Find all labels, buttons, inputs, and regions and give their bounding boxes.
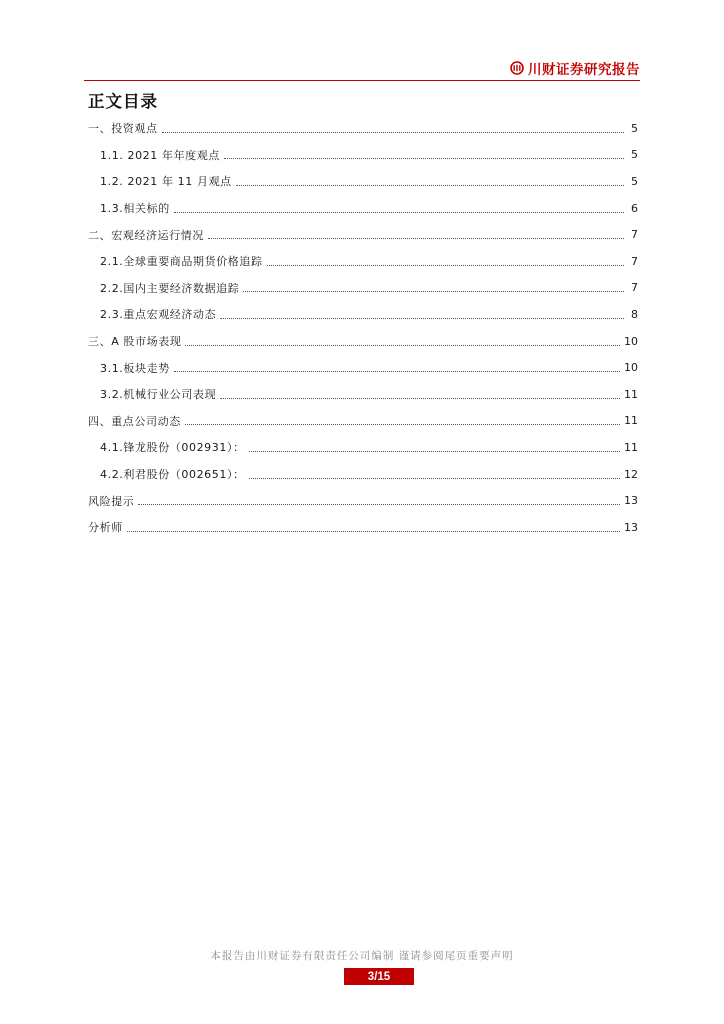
toc-entry[interactable] [88, 328, 638, 355]
toc-entry[interactable] [88, 275, 638, 302]
toc-dot-leader [138, 504, 620, 505]
toc-dot-leader [185, 424, 620, 425]
header-divider [84, 80, 640, 81]
toc-entry-label: 2.3.重点宏观经济动态 [100, 308, 217, 322]
toc-dot-leader [267, 265, 624, 266]
toc-entry[interactable] [88, 248, 638, 275]
toc-entry-label: 4.1.锋龙股份（002931）： [100, 441, 245, 455]
toc-dot-leader [185, 345, 620, 346]
toc-entry-label: 3.1.板块走势 [100, 361, 170, 375]
toc-entry[interactable] [88, 514, 638, 541]
toc-dot-leader [127, 531, 620, 532]
toc-dot-leader [220, 398, 620, 399]
toc-entry-label: 3.2.机械行业公司表现 [100, 388, 217, 402]
toc-dot-leader [236, 185, 624, 186]
toc-dot-leader [243, 291, 624, 292]
toc-entry-page: 11 [624, 440, 638, 454]
broker-logo-icon [510, 61, 524, 75]
toc-entry[interactable] [88, 115, 638, 142]
toc-entry-page: 12 [624, 467, 638, 481]
toc-entry[interactable] [88, 408, 638, 435]
toc-entry-page: 5 [631, 148, 638, 162]
toc-entry[interactable] [88, 142, 638, 169]
toc-dot-leader [162, 132, 624, 133]
toc-entry-page: 7 [631, 254, 638, 268]
toc-entry[interactable] [88, 221, 638, 248]
toc-dot-leader [224, 158, 624, 159]
toc-entry-label: 三、A 股市场表现 [88, 335, 182, 349]
toc-entry-page: 5 [631, 174, 638, 188]
toc-entry-label: 分析师 [88, 521, 123, 535]
toc-entry-label: 二、宏观经济运行情况 [88, 228, 204, 242]
page-number-badge: 3/15 [344, 968, 414, 985]
toc-entry-label: 1.2. 2021 年 11 月观点 [100, 175, 232, 189]
toc-dot-leader [174, 371, 620, 372]
toc-entry-label: 1.3.相关标的 [100, 202, 170, 216]
toc-entry[interactable] [88, 434, 638, 461]
toc-dot-leader [220, 318, 624, 319]
table-of-contents [88, 115, 638, 541]
toc-entry-page: 13 [624, 520, 638, 534]
toc-dot-leader [249, 478, 620, 479]
toc-entry[interactable] [88, 168, 638, 195]
toc-entry-page: 10 [624, 334, 638, 348]
toc-entry-label: 四、重点公司动态 [88, 414, 181, 428]
toc-entry-page: 7 [631, 281, 638, 295]
toc-entry[interactable] [88, 301, 638, 328]
toc-entry-page: 7 [631, 228, 638, 242]
toc-entry-page: 6 [631, 201, 638, 215]
toc-entry-page: 5 [631, 121, 638, 135]
toc-entry-page: 8 [631, 307, 638, 321]
toc-title: 正文目录 [88, 92, 158, 111]
toc-entry-label: 一、投资观点 [88, 122, 158, 136]
toc-entry[interactable] [88, 461, 638, 488]
toc-dot-leader [174, 212, 624, 213]
toc-entry-page: 11 [624, 414, 638, 428]
report-brand [510, 58, 640, 78]
toc-entry-label: 4.2.利君股份（002651）： [100, 468, 245, 482]
toc-entry-label: 风险提示 [88, 494, 135, 508]
toc-entry[interactable] [88, 195, 638, 222]
toc-entry[interactable] [88, 354, 638, 381]
brand-name: 川财证券研究报告 [528, 62, 640, 78]
toc-dot-leader [249, 451, 620, 452]
toc-entry-page: 13 [624, 494, 638, 508]
toc-entry-label: 2.2.国内主要经济数据追踪 [100, 281, 240, 295]
toc-entry[interactable] [88, 487, 638, 514]
toc-entry-page: 10 [624, 361, 638, 375]
toc-entry-label: 2.1.全球重要商品期货价格追踪 [100, 255, 263, 269]
footer-disclaimer: 本报告由川财证券有限责任公司编制 谨请参阅尾页重要声明 [210, 950, 514, 962]
toc-entry-page: 11 [624, 387, 638, 401]
toc-entry-label: 1.1. 2021 年年度观点 [100, 148, 220, 162]
toc-dot-leader [208, 238, 624, 239]
toc-entry[interactable] [88, 381, 638, 408]
